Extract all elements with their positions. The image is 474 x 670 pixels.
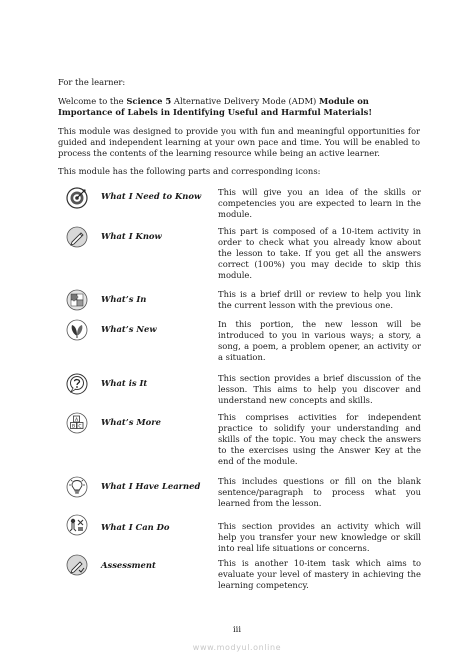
- part-description: This part is composed of a 10-item activity in order to check what you already know about the lesson to take. If you get all the answers correct (100%) you may decide to skip this module.: [218, 226, 421, 280]
- welcome-pre: Welcome to the: [58, 96, 127, 106]
- part-label: What I Know: [101, 231, 162, 241]
- part-label: What’s In: [101, 294, 147, 304]
- puzzle-icon: [66, 289, 88, 311]
- part-label: What I Can Do: [101, 522, 170, 532]
- pencil-check-icon: [66, 554, 88, 576]
- welcome-mid: Alternative Delivery Mode (ADM): [171, 96, 319, 106]
- part-description: This comprises activities for independent practice to solidify your understanding and skills of the topic. You may check the answers to the exercises using the Answer Key at the end of the module.: [218, 412, 421, 466]
- svg-text:A: A: [74, 418, 79, 423]
- abc-blocks-icon: [66, 412, 88, 434]
- tools-icon: [66, 514, 88, 536]
- part-description: This section provides a brief discussion of the lesson. This aims to help you discover and understand new concepts and skills.: [218, 373, 421, 405]
- pencil-icon: [66, 226, 88, 248]
- purpose-paragraph: This module was designed to provide you with fun and meaningful opportunities for guided and independent learning at your own pace and time. You will be enabled to process the contents of the learning resource while being an active learner.: [58, 126, 420, 158]
- part-label: What I Have Learned: [101, 481, 201, 491]
- part-description: This includes questions or fill on the blank sentence/paragraph to process what you learned from the lesson.: [218, 476, 421, 508]
- part-label: What’s More: [101, 417, 161, 427]
- part-description: This will give you an idea of the skills or competencies you are expected to learn in the module.: [218, 187, 421, 219]
- svg-text:C: C: [78, 424, 82, 430]
- part-label: What I Need to Know: [101, 191, 202, 201]
- page-number: iii: [232, 624, 242, 634]
- part-description: In this portion, the new lesson will be introduced to you in various ways; a story, a song, a poem, a problem opener, an activity or a situation.: [218, 319, 421, 362]
- part-description: This is another 10-item task which aims to evaluate your level of mastery in achieving the learning competency.: [218, 558, 421, 590]
- for-learner-heading: For the learner:: [58, 77, 126, 87]
- part-label: What is It: [101, 378, 148, 388]
- part-description: This section provides an activity which will help you transfer your new knowledge or skill into real life situations or concerns.: [218, 521, 421, 553]
- part-label: Assessment: [101, 560, 156, 570]
- leaf-icon: [66, 319, 88, 341]
- watermark-text: www.modyul.online: [192, 643, 282, 652]
- welcome-module-title: Module on Importance of Labels in Identifying Useful and Harmful Materials!: [58, 96, 373, 117]
- welcome-subject: Science 5: [126, 96, 172, 106]
- part-description: This is a brief drill or review to help you link the current lesson with the previous one.: [218, 289, 421, 310]
- lightbulb-icon: [66, 476, 88, 498]
- welcome-paragraph: [58, 96, 420, 118]
- parts-intro-paragraph: This module has the following parts and corresponding icons:: [58, 166, 321, 176]
- part-label: What’s New: [101, 324, 157, 334]
- question-bubble-icon: [66, 373, 88, 395]
- target-icon: [66, 187, 88, 209]
- svg-text:B: B: [71, 424, 76, 430]
